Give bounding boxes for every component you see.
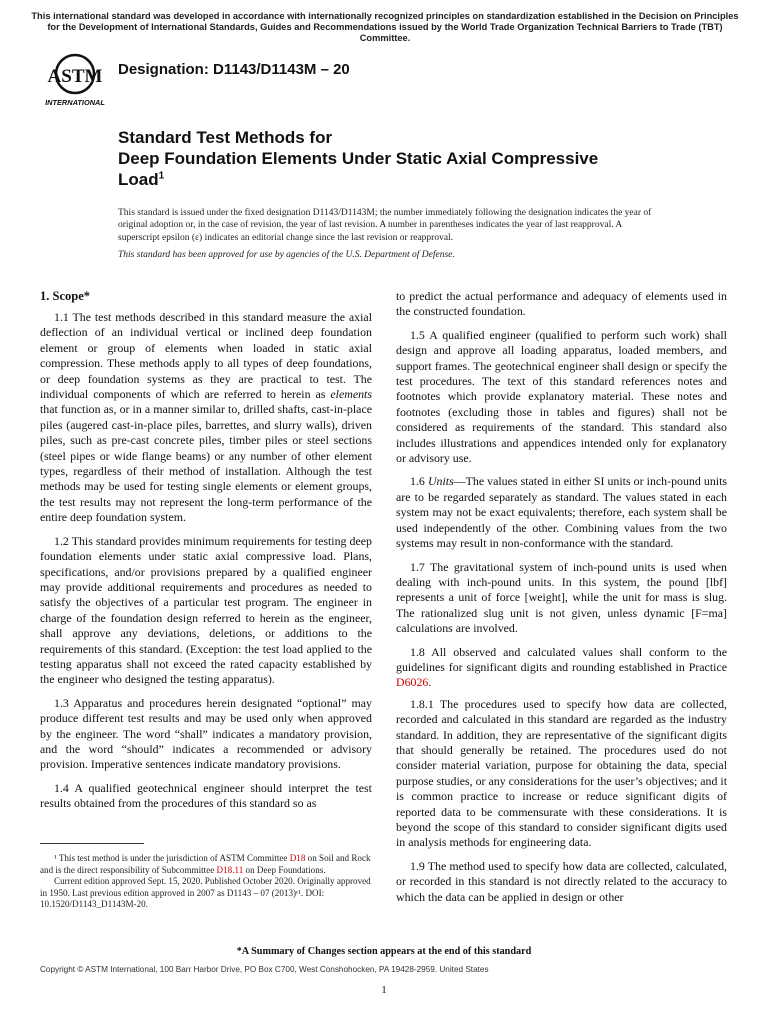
paragraph-1-6: 1.6 Units—The values stated in either SI units or inch-pound units are to be regarded separately as standard. The values stated in each system may not be exact equivalents; therefore, each system shall be used independently of the other. Combining values from the two systems may result in non-conformance with the standard.	[396, 474, 727, 551]
paragraph-1-4-continued: to predict the actual performance and adequacy of elements used in the constructed foundation.	[396, 289, 727, 319]
document-title	[118, 127, 678, 190]
footnote-edition: Current edition approved Sept. 15, 2020. Published October 2020. Originally approved in 1950. Last previous edition approved in 2007 as D1143 – 07 (2013)ᵋ¹. DOI: 10.1520/D1143_D1143M-20.	[40, 876, 371, 909]
title-line-1: Standard Test Methods for	[118, 128, 333, 147]
copyright-line: Copyright © ASTM International, 100 Barr Harbor Drive, PO Box C700, West Conshohocken, PA 19428-2959. United States	[40, 965, 489, 974]
dod-approval-note: This standard has been approved for use by agencies of the U.S. Department of Defense.	[118, 250, 455, 260]
paragraph-1-2: 1.2 This standard provides minimum requirements for testing deep foundation elements under static axial compressive load. Plans, specifications, and/or provisions prepared by a qualified engineer may provide additional requirements and procedures as needed to satisfy the objectives of a particular test program. The engineer in charge of the foundation design referred to herein as the engineer, shall approve any deviations, deletions, or additions to the requirements of this standard. (Exception: the test load applied to the testing apparatus shall not exceed the rated capacity established by the engineer who designed the testing apparatus).	[40, 533, 372, 687]
paragraph-1-8-1: 1.8.1 The procedures used to specify how data are collected, recorded and calculated in this standard are regarded as the industry standard. In addition, they are representative of the significant digits that should generally be retained. The procedures used do not consider material variation, purpose for obtaining the data, special purpose studies, or any considerations for the user’s objectives; and it is common practice to increase or reduce significant digits of reported data to be commensurate with these considerations. It is beyond the scope of this standard to consider significant digits used in analysis methods for engineering data.	[396, 696, 727, 850]
paragraph-1-8: 1.8 All observed and calculated values shall conform to the guidelines for significant digits and rounding established in Practice D6026.	[396, 644, 727, 690]
link-d6026[interactable]: D6026	[396, 675, 429, 690]
paragraph-1-7: 1.7 The gravitational system of inch-pound units is used when dealing with inch-pound units. In this system, the pound [lbf] represents a unit of force [weight], while the unit for mass is slug. The rationalized slug unit is not given, unless dynamic [F=ma] calculations are involved.	[396, 559, 727, 636]
astm-logo-icon	[40, 52, 110, 108]
summary-of-changes-note: *A Summary of Changes section appears at the end of this standard	[236, 946, 532, 957]
title-line-3: Load	[118, 170, 159, 189]
paragraph-1-5: 1.5 A qualified engineer (qualified to perform such work) shall design and approve all loading apparatus, loaded members, and support frames. The geotechnical engineer shall design or specify the test procedures. The text of this standard references notes and footnotes which provide explanatory material. These notes and footnotes (excluding those in tables and figures) shall not be considered as requirements of the standard. This standard also includes illustrations and appendices intended only for explanatory or advisory use.	[396, 327, 727, 466]
footnote-1: ¹ This test method is under the jurisdiction of ASTM Committee D18 on Soil and Rock and is the direct responsibility of Subcommittee D18.11 on Deep Foundations. Current edition approved Sept. 15, 2020. Published October 2020. Originally approved in 1950. Last previous edition approved in 2007 as D1143 – 07 (2013)ᵋ¹. DOI: 10.1520/D1143_D1143M-20.	[40, 853, 371, 909]
left-column	[40, 288, 372, 820]
section-heading-scope: 1. Scope*	[40, 289, 90, 303]
paragraph-1-9: 1.9 The method used to specify how data are collected, calculated, or recorded in this standard is not directly related to the accuracy to which the data can be applied in design or other	[396, 858, 727, 904]
designation: Designation: D1143/D1143M – 20	[118, 61, 350, 78]
page-number: 1	[381, 984, 387, 996]
paragraph-1-3: 1.3 Apparatus and procedures herein designated “optional” may produce different test results and may be used only when approved by the engineer. The word “shall” indicates a mandatory provision, and the word “should” indicates a recommended or advisory provision. Imperative sentences indicate mandatory provisions.	[40, 695, 372, 772]
paragraph-1-4: 1.4 A qualified geotechnical engineer should interpret the test results obtained from the procedures of this standard so as	[40, 780, 372, 811]
logo-text: ASTM	[47, 66, 103, 87]
footnote-divider	[40, 843, 144, 844]
title-line-2: Deep Foundation Elements Under Static Axial Compressive	[118, 149, 599, 168]
paragraph-1-1: 1.1 The test methods described in this standard measure the axial deflection of an individual vertical or inclined deep foundation element or group of elements when loaded in static axial compression. These methods apply to all types of deep foundations, or deep foundation systems as they are practical to test. The individual components of which are referred to herein as elements that function as, or in a manner similar to, drilled shafts, cast-in-place piles (augered cast-in-place piles, barrettes, and slurry walls), driven piles, such as pre-cast concrete piles, timber piles or steel sections (steel pipes or wide flange beams) or any number of other element types, regardless of their method of installation. Although the test methods may be used for testing single elements or element groups, the test results may not represent the long-term performance of the entire deep foundation system.	[40, 310, 372, 525]
trade-notice: This international standard was developed in accordance with internationally recognized principles on standardization established in the Decision on Principles for the Development of International Standards, Guides and Recommendations issued by the World Trade Organization Technical Barriers to Trade (TBT) Committee.	[31, 11, 739, 43]
link-d18[interactable]: D18	[289, 853, 306, 863]
title-footnote-marker: 1	[158, 170, 165, 182]
right-column	[396, 289, 727, 913]
logo-subtext: INTERNATIONAL	[45, 98, 105, 107]
link-d18-11[interactable]: D18.11	[216, 864, 244, 875]
issuance-note: This standard is issued under the fixed designation D1143/D1143M; the number immediately following the designation indicates the year of original adoption or, in the case of revision, the year of last revision. A number in parentheses indicates the year of last reapproval. A superscript epsilon (ε) indicates an editorial change since the last revision or reapproval.	[118, 208, 652, 243]
